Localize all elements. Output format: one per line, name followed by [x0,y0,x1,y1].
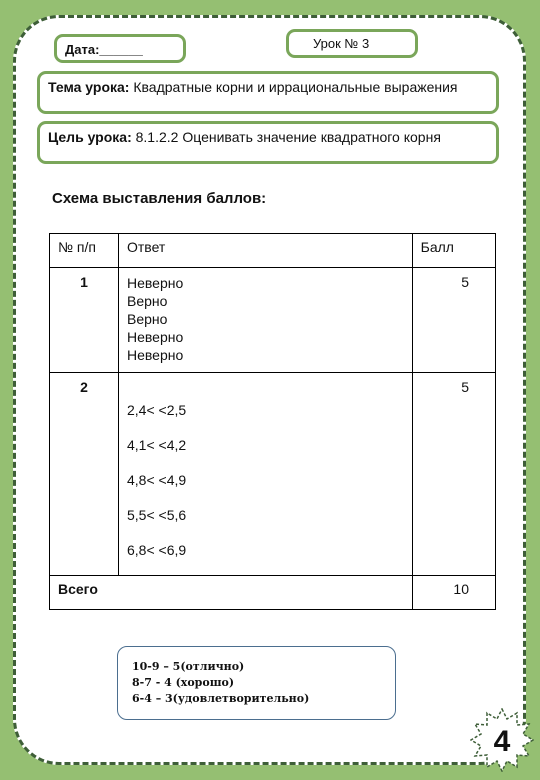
inequality-item: 4,1< <4,2 [126,437,187,453]
date-label: Дата:______ [65,42,143,57]
answer-item: Неверно [126,329,184,345]
date-field [54,34,186,63]
table-total-row [50,576,496,610]
topic-label: Тема урока: [48,79,130,95]
topic-text: Квадратные корни и иррациональные выражения [129,79,458,95]
page-number: 4 [493,725,511,758]
answer-item: Верно [126,293,168,309]
answer-item: Верно [126,311,168,327]
total-score: 10 [412,576,495,610]
lesson-goal [37,121,499,164]
col-header-answer: Ответ [118,234,412,268]
table-header-row [50,234,496,268]
row-score: 5 [412,373,495,576]
lesson-topic [37,71,499,114]
row-score: 5 [412,268,495,373]
inequality-item: 2,4< <2,5 [126,402,187,418]
lesson-label: Урок № 3 [313,36,370,51]
inequality-item: 5,5< <5,6 [126,507,187,523]
total-label: Всего [50,576,413,610]
table-row [50,373,496,576]
grade-line: 10-9 – 5(отлично) [132,660,245,673]
scoring-table [49,233,496,610]
goal-label: Цель урока: [48,129,132,145]
scoring-scheme-title: Схема выставления баллов: [52,190,267,207]
row-number: 2 [50,373,119,576]
lesson-badge [286,29,418,58]
col-header-number: № п/п [50,234,119,268]
col-header-score: Балл [412,234,495,268]
answer-item: Неверно [126,347,184,363]
row-number: 1 [50,268,119,373]
goal-text: 8.1.2.2 Оценивать значение квадратного корня [131,129,441,145]
answer-item: Неверно [126,275,184,291]
row-answers [118,373,412,576]
page-number-badge [470,708,534,772]
grade-line: 6-4 – 3(удовлетворительно) [132,692,310,705]
grade-line: 8-7 - 4 (хорошо) [132,676,235,689]
inequality-item: 4,8< <4,9 [126,472,187,488]
grading-scale-box [117,646,396,720]
row-answers [118,268,412,373]
inequality-item: 6,8< <6,9 [126,542,187,558]
table-row [50,268,496,373]
